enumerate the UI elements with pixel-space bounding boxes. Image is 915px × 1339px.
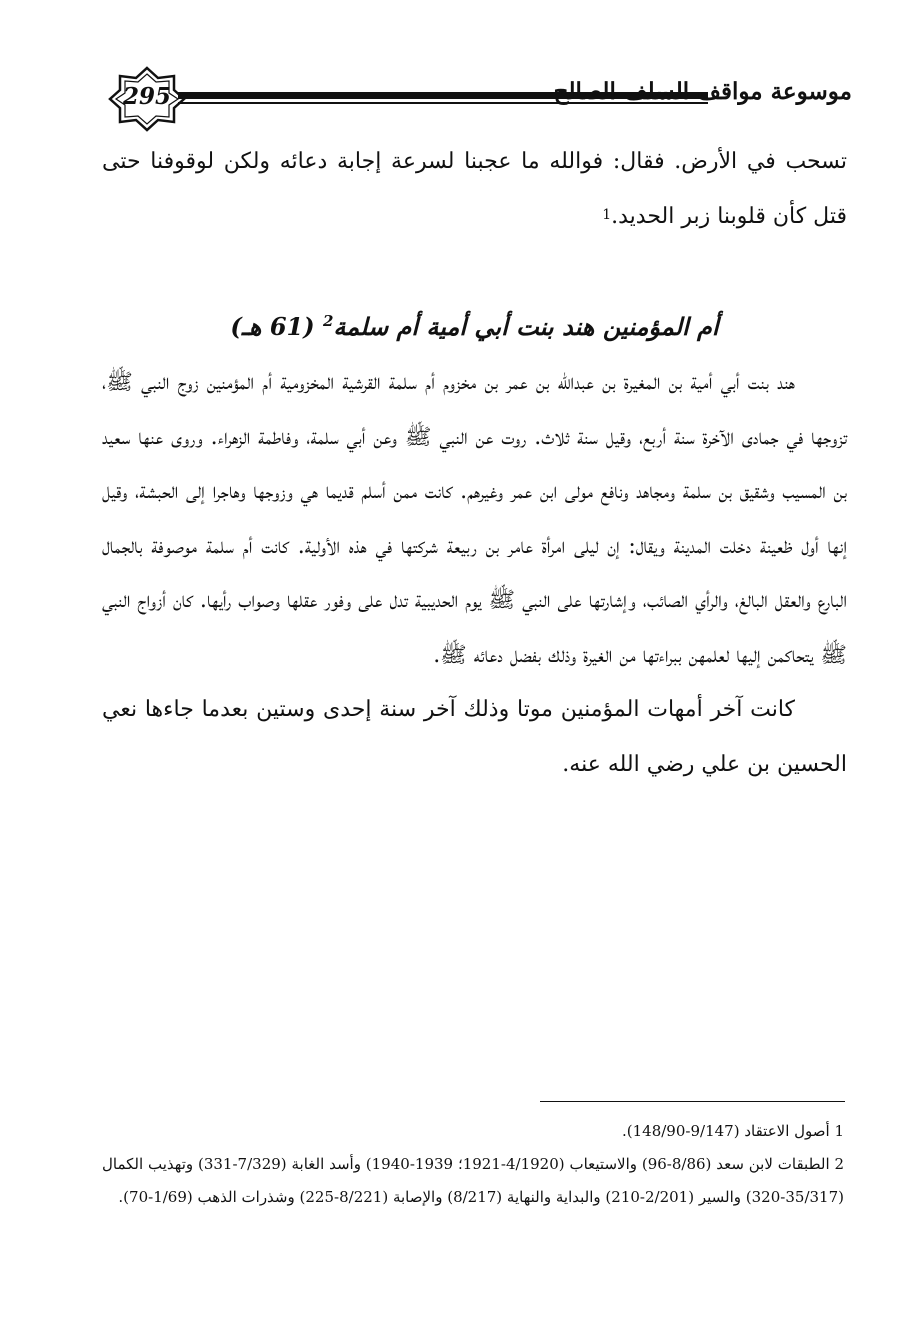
footnote-2: 2 الطبقات لابن سعد (8/86-96) والاستيعاب (4/1920-1921؛ 1939-1940) وأسد الغابة (7/329-331) وتهذيب الكمال (35/317-320) والسير (2/201-210) والبداية والنهاية (8/217) والإصابة (8/221-225) وشذرات الذهب (1/69-70). [102,1155,844,1206]
page-number: 295 [122,83,171,110]
book-title: موسوعة مواقف السلف الصالح [553,78,852,105]
biography-text-block [102,356,847,792]
intro-paragraph [102,135,847,244]
footnote-divider [540,1101,845,1102]
intro-text-block [102,135,847,244]
intro-text: تسحب في الأرض. فقال: فوالله ما عجبنا لسرعة إجابة دعائه ولكن لوقوفنا حتى قتل كأن قلوبنا زبر الحديد. [102,149,847,229]
section-heading-title: أم المؤمنين هند بنت أبي أمية أم سلمة [333,312,719,341]
footnote-ref-1: 1 [602,206,612,223]
section-heading-date: (61 هـ) [230,312,323,341]
section-heading [102,296,847,352]
biography-paragraph-2: كانت آخر أمهات المؤمنين موتا وذلك آخر سنة إحدى وستين بعدما جاءها نعي الحسين بن علي رضي الله عنه. [102,697,847,777]
page-number-badge [108,66,186,132]
footnote-ref-2: 2 [322,312,334,330]
biography-paragraph-1: هند بنت أبي أمية بن المغيرة بن عبدالله بن عمر بن مخزوم أم سلمة القرشية المخزومية أم المؤمنين زوج النبي ﷺ، تزوجها في جمادى الآخرة سنة أربع، وقيل سنة ثلاث. روت عن النبي ﷺ وعن أبي سلمة، وفاطمة الزهراء. وروى عنها سعيد بن المسيب وشقيق بن سلمة ومجاهد ونافع مولى ابن عمر وغيرهم. كانت ممن أسلم قديما هي وزوجها وهاجرا إلى الحبشة، وقيل إنها أول ظعينة دخلت المدينة ويقال: إن ليلى امرأة عامر بن ربيعة شركتها في هذه الأولية. كانت أم سلمة موصوفة بالجمال البارع والعقل البالغ، والرأي الصائب، وإشارتها على النبي ﷺ يوم الحديبية تدل على وفور عقلها وصواب رأيها. كان أزواج النبي ﷺ يتحاكمن إليها لعلمهن ببراءتها من الغيرة وذلك بفضل دعائه ﷺ. [102,370,847,668]
footnote-1: 1 أصول الاعتقاد (9/147-148/90). [621,1122,844,1140]
page-header [100,62,852,142]
footnotes [102,1115,844,1214]
